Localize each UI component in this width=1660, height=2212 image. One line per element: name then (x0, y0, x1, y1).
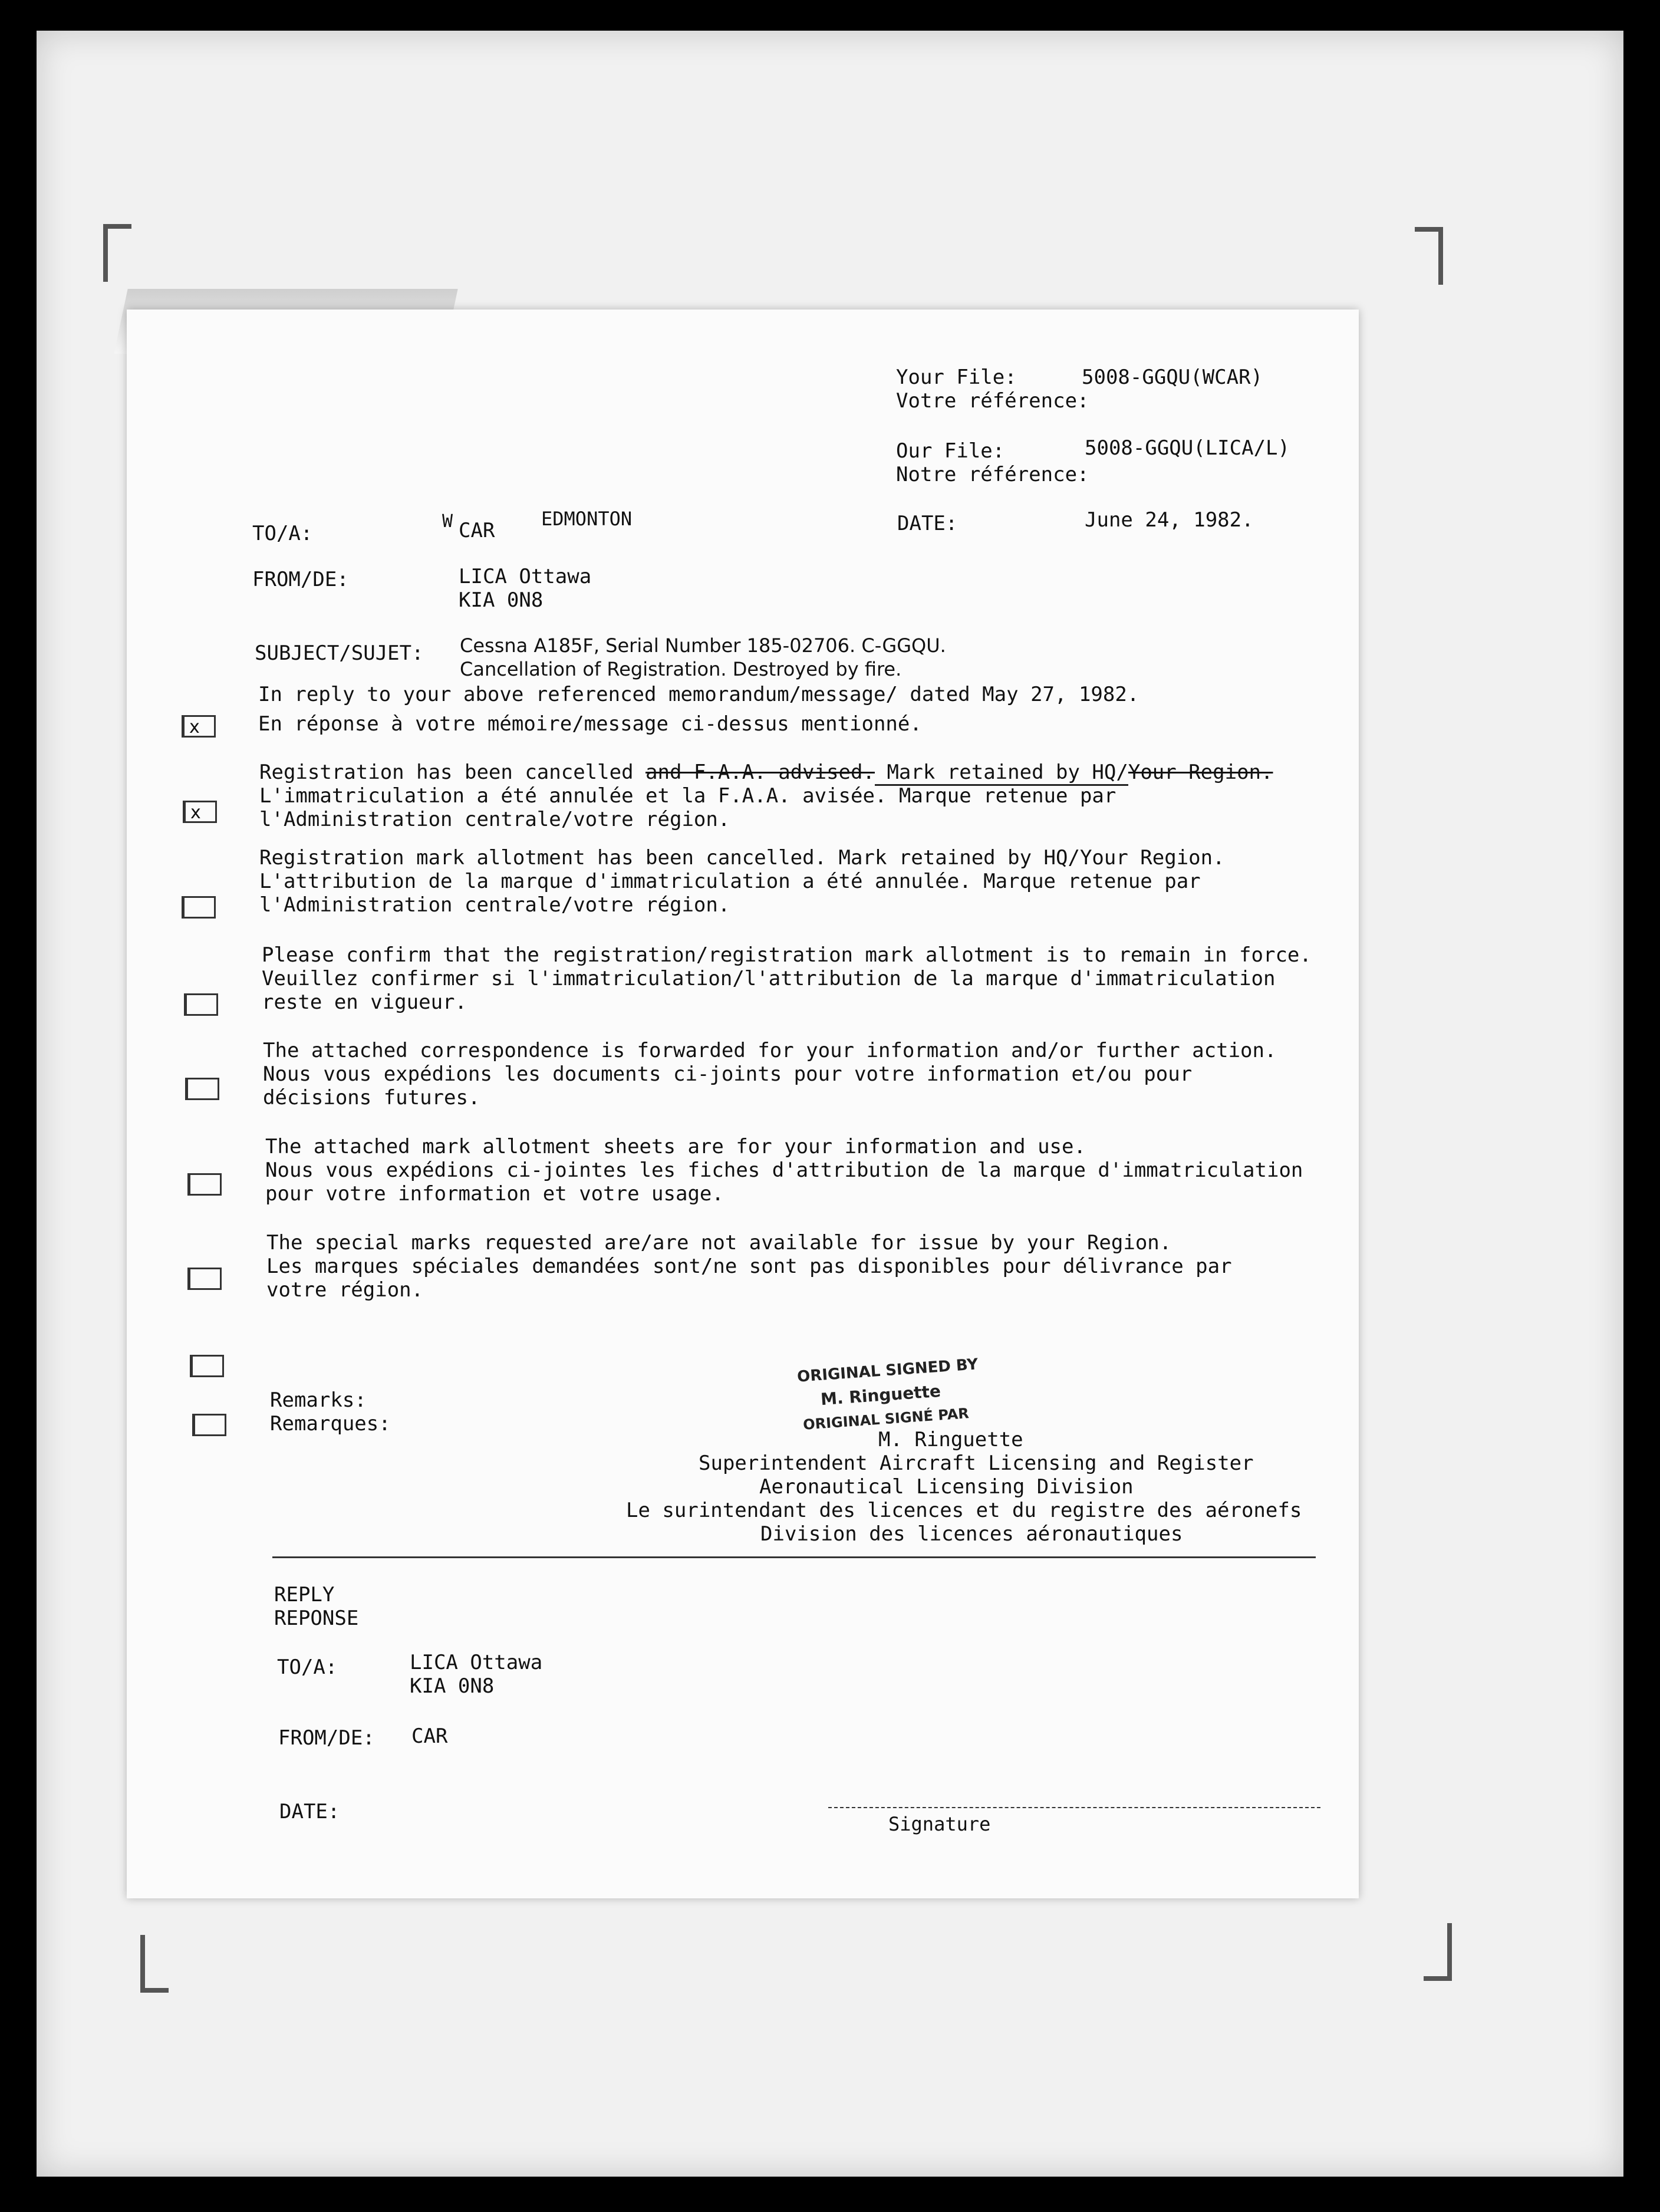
date-label: DATE: (897, 512, 958, 535)
checkbox-registration-cancelled[interactable]: x (183, 801, 217, 823)
subject-line2: Cancellation of Registration. Destroyed by fire. (460, 658, 902, 680)
corner-mark-bottom-right (1424, 1923, 1452, 1981)
checkbox-remarks[interactable] (192, 1414, 226, 1436)
item6-l1: The attached mark allotment sheets are for your information and use. (265, 1135, 1086, 1158)
corner-mark-bottom-left (140, 1935, 169, 1993)
from-label: FROM/DE: (252, 568, 349, 591)
corner-mark-top-right (1415, 227, 1443, 285)
signatory-name: M. Ringuette (878, 1428, 1023, 1451)
signature-label: Signature (888, 1813, 991, 1835)
checkbox-reply-reference[interactable]: x (182, 715, 216, 738)
signatory-title2: Aeronautical Licensing Division (759, 1475, 1134, 1499)
divider-line (272, 1556, 1316, 1558)
item5-l3: décisions futures. (263, 1086, 480, 1110)
item2-en (259, 761, 1273, 784)
reply-from-label: FROM/DE: (278, 1726, 375, 1750)
item2-en-b: Mark retained by HQ/ (875, 761, 1128, 786)
to-label: TO/A: (252, 522, 313, 545)
from-line2: KIA 0N8 (459, 588, 544, 612)
item5-l1: The attached correspondence is forwarded for your information and/or further action. (263, 1039, 1277, 1062)
item2-en-struck: and F.A.A. advised. (645, 761, 875, 784)
our-file-label: Our File: (896, 439, 1005, 463)
item6-l3: pour votre information et votre usage. (265, 1182, 724, 1206)
reponse-heading: REPONSE (274, 1607, 359, 1630)
item2-fr2: l'Administration centrale/votre région. (259, 808, 730, 831)
to-city: EDMONTON (541, 508, 633, 530)
item2-en-struck2: Your Region. (1128, 761, 1273, 784)
remarks-label: Remarks: (270, 1388, 367, 1412)
reply-heading: REPLY (274, 1583, 335, 1607)
checkbox-mark-allotment-sheets[interactable] (187, 1173, 222, 1196)
item4-l1: Please confirm that the registration/registration mark allotment is to remain in force. (262, 943, 1312, 967)
signatory-title3: Le surintendant des licences et du registre des aéronefs (626, 1499, 1302, 1522)
item3-l2: L'attribution de la marque d'immatriculation a été annulée. Marque retenue par (259, 870, 1201, 893)
item1-fr: En réponse à votre mémoire/message ci-dessus mentionné. (258, 712, 922, 736)
from-line1: LICA Ottawa (459, 565, 592, 588)
item2-fr1: L'immatriculation a été annulée et la F.A.A. avisée. Marque retenue par (259, 784, 1116, 808)
subject-label: SUBJECT/SUJET: (255, 641, 424, 665)
item4-l3: reste en vigueur. (262, 990, 467, 1014)
corner-mark-top-left (103, 224, 131, 282)
item7-l3: votre région. (266, 1278, 424, 1302)
to-prefix: W (442, 511, 453, 532)
reply-to-label: TO/A: (277, 1655, 338, 1679)
stamp-original-signed: ORIGINAL SIGNED BY (796, 1355, 979, 1386)
reply-to-line2: KIA 0N8 (410, 1674, 495, 1698)
notre-reference-label: Notre référence: (896, 463, 1089, 486)
date-value: June 24, 1982. (1085, 508, 1254, 532)
to-value: CAR (459, 519, 495, 542)
reply-from-value: CAR (411, 1724, 448, 1748)
your-file-value: 5008-GGQU(WCAR) (1082, 366, 1263, 389)
checkbox-special-marks[interactable] (187, 1268, 222, 1290)
item3-l1: Registration mark allotment has been cancelled. Mark retained by HQ/Your Region. (259, 846, 1225, 870)
item6-l2: Nous vous expédions ci-jointes les fiches d'attribution de la marque d'immatriculation (265, 1158, 1303, 1182)
checkbox-extra-1[interactable] (190, 1355, 224, 1377)
remarques-label: Remarques: (270, 1412, 391, 1436)
your-file-label: Your File: (896, 366, 1017, 389)
item7-l2: Les marques spéciales demandées sont/ne sont pas disponibles pour délivrance par (266, 1255, 1232, 1278)
signatory-title1: Superintendent Aircraft Licensing and Register (699, 1451, 1254, 1475)
item2-en-a: Registration has been cancelled (259, 761, 646, 784)
checkbox-confirm-remain-in-force[interactable] (184, 993, 218, 1016)
votre-reference-label: Votre référence: (896, 389, 1089, 413)
item7-l1: The special marks requested are/are not available for issue by your Region. (266, 1231, 1172, 1255)
item5-l2: Nous vous expédions les documents ci-joints pour votre information et/ou pour (263, 1062, 1193, 1086)
reply-date-label: DATE: (279, 1800, 340, 1823)
our-file-value: 5008-GGQU(LICA/L) (1085, 436, 1290, 460)
signatory-title4: Division des licences aéronautiques (760, 1522, 1183, 1546)
item1-en: In reply to your above referenced memorandum/message/ dated May 27, 1982. (258, 683, 1139, 706)
item4-l2: Veuillez confirmer si l'immatriculation/l'attribution de la marque d'immatriculation (262, 967, 1276, 990)
subject-line1: Cessna A185F, Serial Number 185-02706. C-GGQU. (460, 634, 946, 657)
checkbox-mark-allotment-cancelled[interactable] (182, 896, 216, 919)
item3-l3: l'Administration centrale/votre région. (259, 893, 730, 917)
stamp-original-signe-par: ORIGINAL SIGNÉ PAR (802, 1405, 970, 1433)
stamp-name: M. Ringuette (820, 1381, 941, 1410)
reply-to-line1: LICA Ottawa (410, 1651, 543, 1674)
checkbox-attached-correspondence[interactable] (185, 1078, 219, 1100)
signature-line[interactable] (828, 1807, 1320, 1808)
